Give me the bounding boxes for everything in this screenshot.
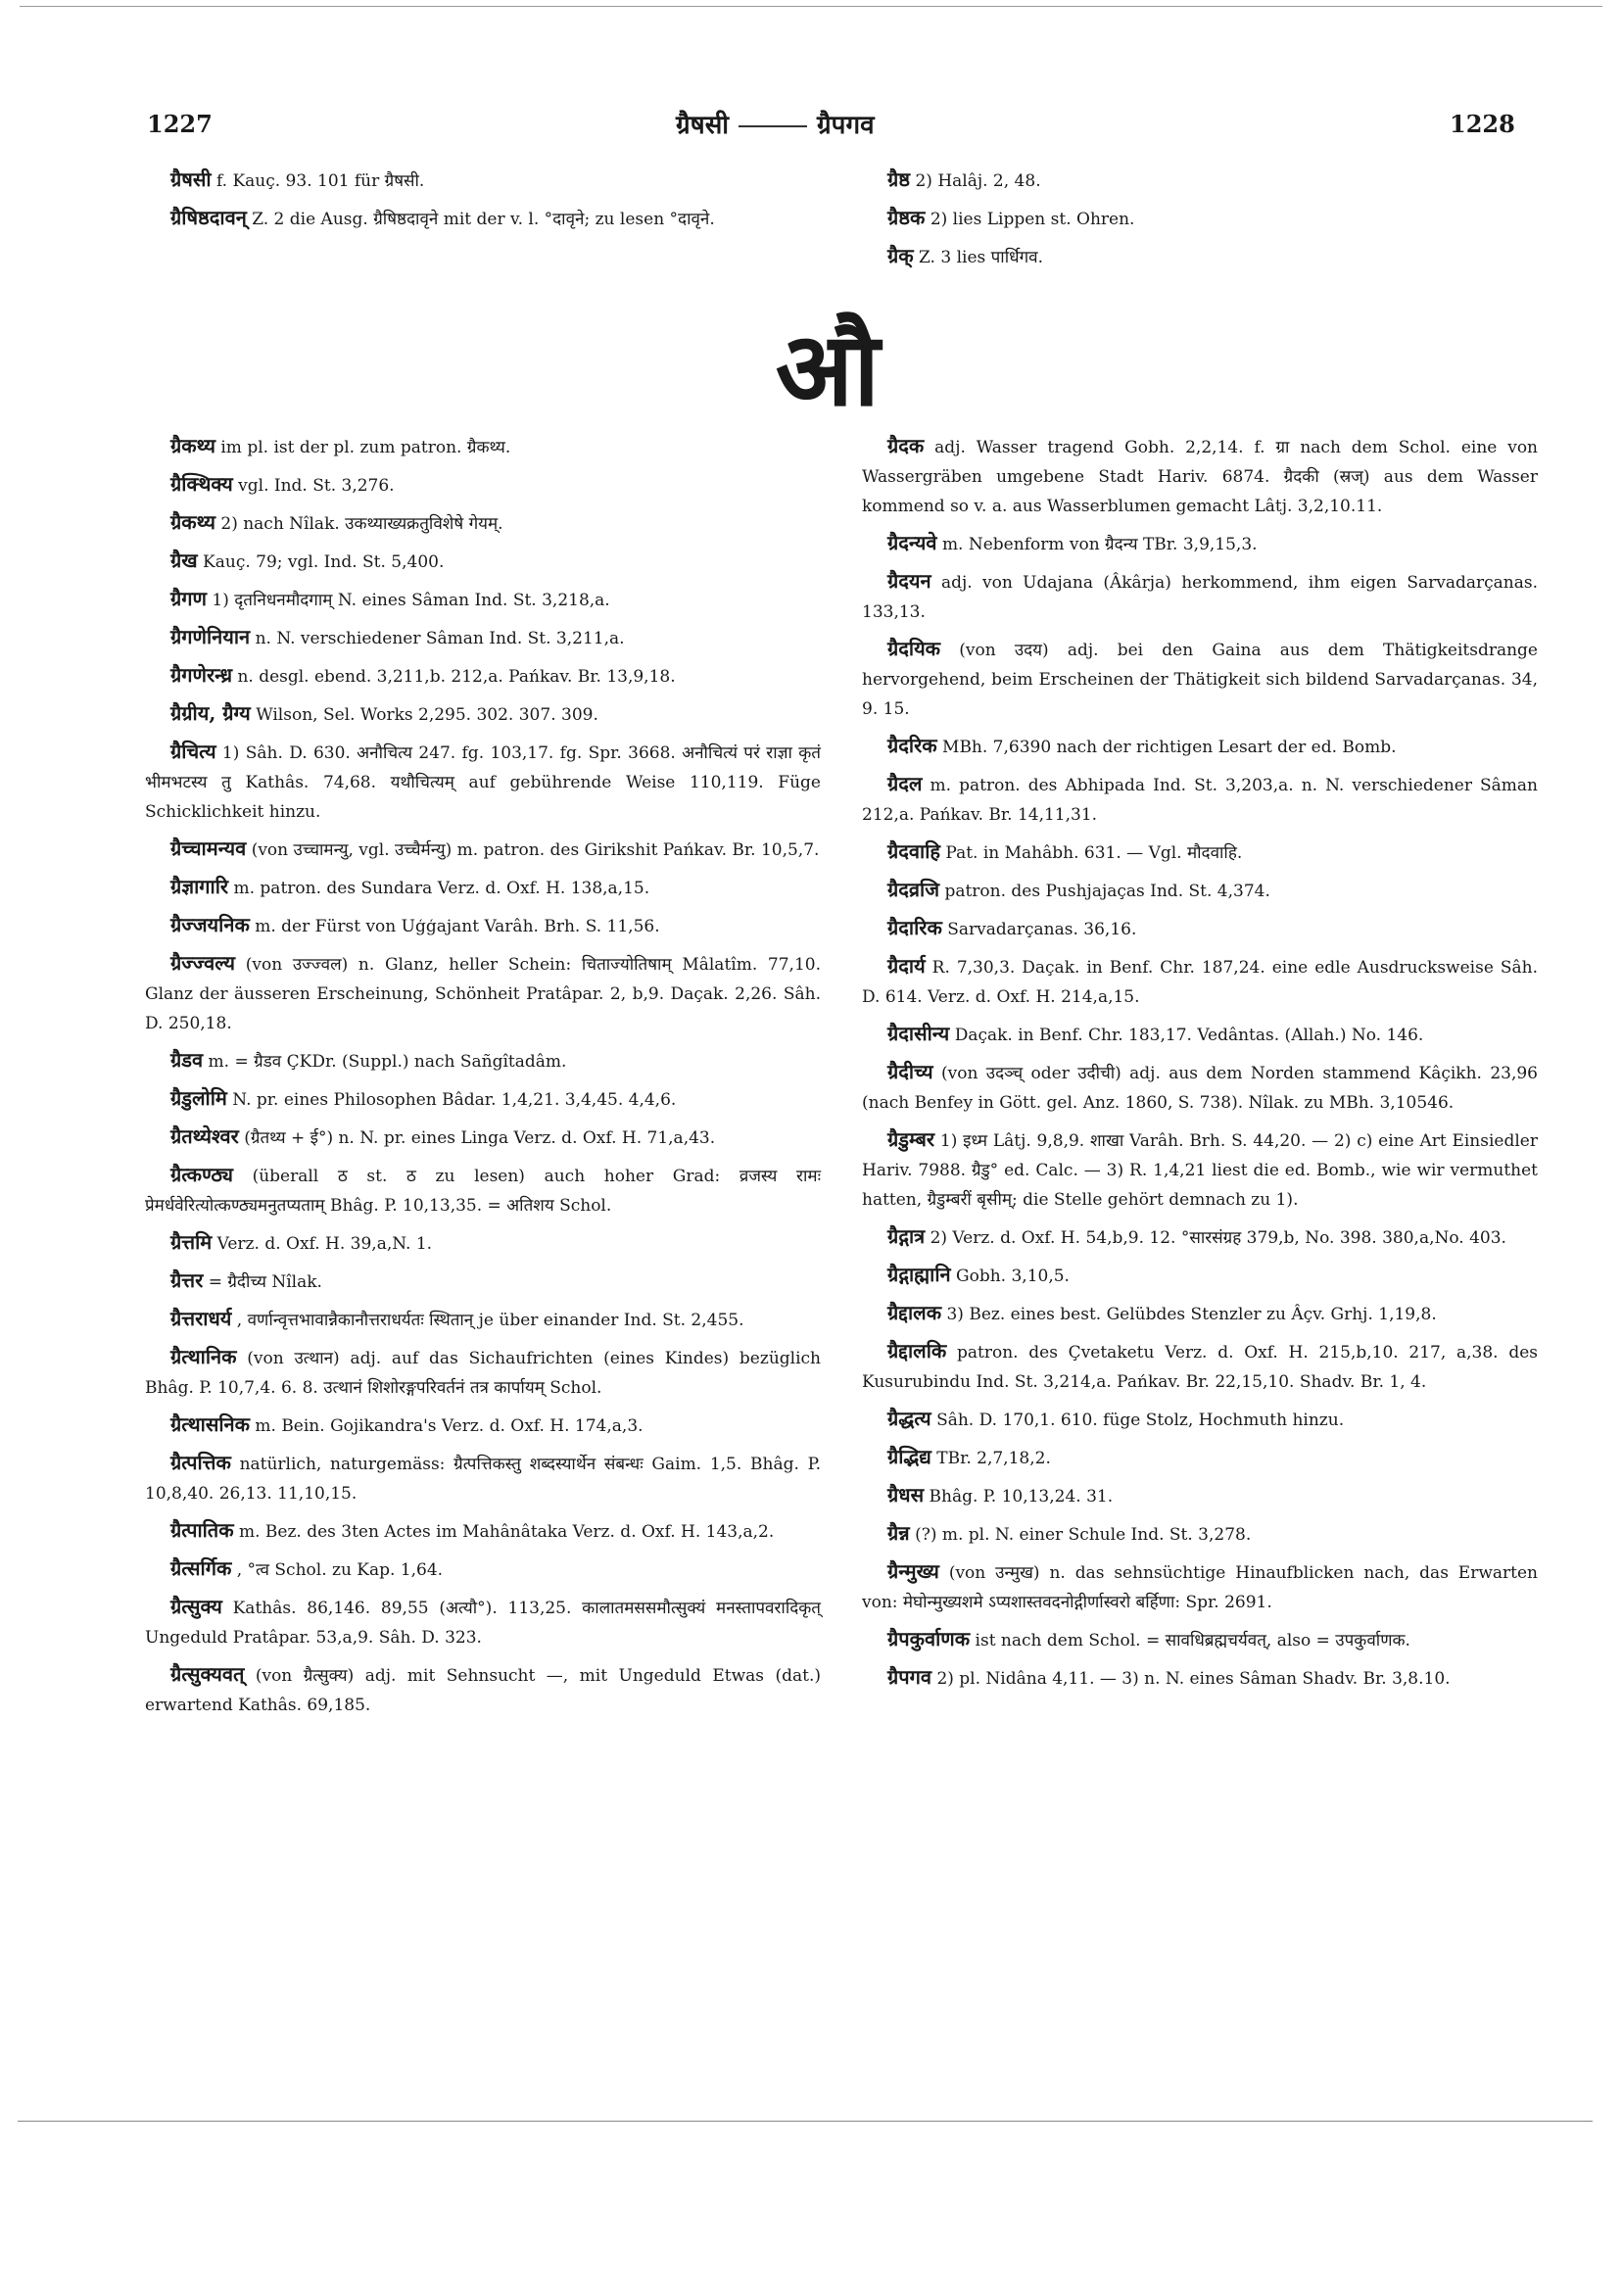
- entry-headword: ग्रैचित्य: [170, 740, 216, 763]
- entry-text: m. Bein. Gojikandra's Verz. d. Oxf. H. 174,a,3.: [255, 1416, 644, 1436]
- dictionary-entry: [862, 1298, 1538, 1329]
- entry-text: 1) दृतनिधनमौदगाम् N. eines Sâman Ind. St. 3,218,a.: [212, 591, 610, 610]
- entry-text: Bhâg. P. 10,13,24. 31.: [929, 1487, 1114, 1507]
- entry-headword: ग्रैकथ्य: [170, 434, 215, 457]
- entry-headword: ग्रैज्ज्वल्य: [170, 951, 236, 975]
- dictionary-entry: [145, 1448, 821, 1508]
- entry-text: m. patron. des Sundara Verz. d. Oxf. H. 138,a,15.: [233, 879, 650, 898]
- entry-text: TBr. 2,7,18,2.: [936, 1449, 1051, 1468]
- entry-headword: ग्रैदयन: [887, 569, 931, 593]
- entry-text: ist nach dem Schol. = सावधिब्रह्मचर्यवत्, also = उपकुर्वाणक.: [975, 1631, 1410, 1650]
- entry-headword: ग्रैदक: [887, 434, 925, 457]
- entry-headword: ग्रैक्थिक्य: [170, 472, 233, 496]
- entry-headword: ग्रैत्थासनिक: [170, 1412, 250, 1436]
- entry-text: n. desgl. ebend. 3,211,b. 212,a. Pańkav. Br. 13,9,18.: [237, 667, 676, 687]
- entry-headword: ग्रैगणेरन्ध्र: [170, 663, 233, 687]
- entry-headword: ग्रैडुलोमि: [170, 1086, 227, 1110]
- entry-text: (von उच्चामन्यु, vgl. उच्चैर्मन्यु) m. patron. des Girikshit Pańkav. Br. 10,5,7.: [251, 840, 820, 860]
- entry-headword: ग्रैष्ठ: [887, 167, 911, 191]
- entry-text: = ग्रैदीच्य Nîlak.: [208, 1272, 322, 1292]
- entry-headword: ग्रैत्सुक्यवत्: [170, 1662, 245, 1686]
- top-rule: [20, 6, 1602, 7]
- entry-text: Gobh. 3,10,5.: [956, 1267, 1070, 1286]
- entry-text: (von उदञ्च् oder उदीची) adj. aus dem Norden stammend Kâçikh. 23,96 (nach Benfey in Gött. gel. Anz. 1860, S. 738). Nîlak. zu MBh. 3,10546.: [862, 1064, 1538, 1113]
- entry-text: patron. des Pushjajaças Ind. St. 4,374.: [944, 882, 1270, 901]
- entry-headword: ग्रैज्ञागारि: [170, 875, 229, 898]
- entry-headword: ग्रैदयिक: [887, 637, 941, 660]
- dictionary-entry: [145, 431, 821, 462]
- entry-headword: ग्रैन्न: [887, 1521, 910, 1545]
- dictionary-entry: [145, 622, 821, 653]
- dictionary-entry: [862, 1124, 1538, 1215]
- entry-text: im pl. ist der pl. zum patron. ग्रैकथ्य.: [220, 438, 511, 457]
- entry-headword: ग्रैदासीन्य: [887, 1022, 950, 1045]
- dictionary-entry: [145, 1083, 821, 1115]
- dictionary-entry: [862, 951, 1538, 1012]
- dictionary-entry: [862, 1480, 1538, 1511]
- entry-headword: ग्रैद्भिद्य: [887, 1445, 931, 1468]
- entry-text: m. Nebenform von ग्रैदन्य TBr. 3,9,15,3.: [941, 535, 1258, 554]
- dictionary-entry: [145, 737, 821, 827]
- dictionary-entry: [145, 584, 821, 615]
- entry-headword: ग्रैगण: [170, 587, 207, 610]
- entry-text: 3) Bez. eines best. Gelübdes Stenzler zu Âçv. Grhj. 1,19,8.: [946, 1305, 1437, 1324]
- entry-text: R. 7,30,3. Daçak. in Benf. Chr. 187,24. eine edle Ausdrucksweise Sâh. D. 614. Verz. d. Oxf. H. 214,a,15.: [862, 958, 1538, 1007]
- dictionary-entry: [862, 566, 1538, 627]
- dictionary-entry: [862, 1624, 1538, 1655]
- dictionary-entry: [145, 834, 821, 865]
- entry-text: N. pr. eines Philosophen Bâdar. 1,4,21. 3,4,45. 4,4,6.: [232, 1090, 677, 1110]
- entry-text: Kathâs. 86,146. 89,55 (अत्यौ°). 113,25. कालातमससमौत्सुक्यं मनस्तापवरादिकृत् Ungeduld Pratâpar. 53,a,9. Sâh. D. 323.: [145, 1599, 821, 1648]
- entry-text: f. Kauç. 93. 101 für ग्रैषसी.: [215, 171, 425, 191]
- entry-text: (?) m. pl. N. einer Schule Ind. St. 3,278.: [915, 1525, 1252, 1545]
- dictionary-entry: [145, 698, 821, 730]
- entry-text: natürlich, naturgemäss: ग्रैत्पत्तिकस्तु शब्दस्यार्थेन संबन्धः Gaim. 1,5. Bhâg. P. 10,8,40. 26,13. 11,10,15.: [145, 1455, 822, 1504]
- dictionary-entry: [145, 1410, 821, 1441]
- dictionary-entry: [862, 875, 1538, 906]
- dictionary-entry: [862, 837, 1538, 868]
- entry-headword: ग्रैद्गात्र: [887, 1224, 926, 1248]
- entry-text: m. = ग्रैडव ÇKDr. (Suppl.) nach Sañgîtadâm.: [208, 1052, 567, 1072]
- entry-text: 2) pl. Nidâna 4,11. — 3) n. N. eines Sâman Shadv. Br. 3,8.10.: [936, 1669, 1451, 1689]
- dictionary-entry: [145, 910, 821, 941]
- entry-headword: ग्रैत्सर्गिक: [170, 1556, 232, 1580]
- page-number-left: 1227: [147, 110, 213, 138]
- entry-text: vgl. Ind. St. 3,276.: [238, 476, 395, 496]
- dictionary-entry: [862, 431, 1538, 521]
- dictionary-entry: [862, 241, 1352, 272]
- dictionary-entry: [145, 1266, 821, 1297]
- bottom-rule: [18, 2121, 1593, 2122]
- entry-headword: ग्रैष्ठक: [887, 206, 926, 229]
- entry-headword: ग्रैषसी: [170, 167, 212, 191]
- dictionary-entry: [145, 1554, 821, 1585]
- top-left-column: [145, 165, 811, 241]
- entry-headword: ग्रैत्तराधर्य: [170, 1307, 232, 1330]
- entry-headword: ग्रैग्रीय, ग्रैग्य: [170, 701, 251, 725]
- entry-headword: ग्रैडव: [170, 1048, 204, 1072]
- entry-text: , वर्णान्वृत्तभावान्नैकानौत्तराधर्यतः स्थितान् je über einander Ind. St. 2,455.: [236, 1311, 744, 1330]
- dictionary-entry: [145, 1342, 821, 1403]
- entry-text: (von उज्ज्वल) n. Glanz, heller Schein: चिताज्योतिषाम् Mâlatîm. 77,10. Glanz der äusseren Erscheinung, Schönheit Pratâpar. 2, b,9. Daçak. 2,26. Sâh. D. 250,18.: [145, 955, 821, 1033]
- running-head-dash: [739, 125, 807, 127]
- entry-text: 2) Halâj. 2, 48.: [915, 171, 1041, 191]
- entry-headword: ग्रैद्दालक: [887, 1301, 942, 1324]
- entry-text: Wilson, Sel. Works 2,295. 302. 307. 309.: [256, 705, 598, 725]
- dictionary-entry: [145, 660, 821, 692]
- entry-headword: ग्रैत्थानिक: [170, 1345, 237, 1368]
- dictionary-entry: [145, 1160, 821, 1220]
- entry-text: Verz. d. Oxf. H. 39,a,N. 1.: [216, 1234, 433, 1254]
- dictionary-entry: [145, 1227, 821, 1259]
- dictionary-entry: [145, 165, 811, 196]
- left-column: [145, 431, 821, 1727]
- dictionary-entry: [145, 1592, 821, 1652]
- entry-headword: ग्रैदवाहि: [887, 839, 940, 863]
- dictionary-entry: [862, 1442, 1538, 1473]
- entry-headword: ग्रैगणेनियान: [170, 625, 251, 648]
- entry-headword: ग्रैत्तमि: [170, 1230, 213, 1254]
- entry-text: 1) इध्म Lâtj. 9,8,9. शाखा Varâh. Brh. S. 44,20. — 2) c) eine Art Einsiedler Hariv. 7988. ग्रैडु° ed. Calc. — 3) R. 1,4,21 liest die ed. Bomb., wie wir vermuthet hatten, ग्रैडुम्बरीं बृसीम्; die Stelle gehört demnach zu 1).: [862, 1131, 1538, 1210]
- dictionary-entry: [145, 469, 821, 501]
- entry-headword: ग्रैधस: [887, 1483, 925, 1507]
- dictionary-entry: [862, 1221, 1538, 1253]
- page-number-right: 1228: [1450, 110, 1515, 138]
- entry-text: , °त्व Schol. zu Kap. 1,64.: [236, 1560, 444, 1580]
- dictionary-entry: [862, 769, 1538, 830]
- entry-text: MBh. 7,6390 nach der richtigen Lesart der ed. Bomb.: [942, 738, 1397, 757]
- running-head: [676, 106, 875, 141]
- entry-headword: ग्रैदव्रजि: [887, 878, 940, 901]
- dictionary-entry: [862, 1556, 1538, 1617]
- entry-headword: ग्रैत्तर: [170, 1268, 204, 1292]
- entry-headword: ग्रैदार्य: [887, 954, 926, 978]
- entry-text: 2) lies Lippen st. Ohren.: [930, 210, 1135, 229]
- entry-headword: ग्रैन्मुख्य: [887, 1559, 939, 1583]
- dictionary-entry: [862, 634, 1538, 724]
- dictionary-entry: [862, 1518, 1538, 1550]
- entry-text: adj. Wasser tragend Gobh. 2,2,14. f. ग्रा nach dem Schol. eine von Wassergräben umgebene Stadt Hariv. 6874. ग्रैदकी (स्रज्) aus dem Wasser kommend so v. a. aus Wasserblumen gemacht Lâtj. 3,2,10.11.: [862, 438, 1539, 516]
- entry-text: Sarvadarçanas. 36,16.: [947, 920, 1137, 939]
- dictionary-entry: [145, 546, 821, 577]
- entry-headword: ग्रैदीच्य: [887, 1060, 933, 1083]
- entry-text: (von उत्थान) adj. auf das Sichaufrichten (eines Kindes) bezüglich Bhâg. P. 10,7,4. 6. 8. उत्थानं शिशोरङ्गपरिवर्तनं तत्र कार्पायम् Schol.: [145, 1349, 821, 1398]
- entry-headword: ग्रैषिष्ठदावन्: [170, 206, 247, 229]
- entry-text: (von उदय) adj. bei den Gaina aus dem Thätigkeitsdrange hervorgehend, beim Erscheinen der Thätigkeit sich bildend Sarvadarçanas. 34, 9. 15.: [862, 641, 1538, 719]
- dictionary-entry: [862, 528, 1538, 559]
- entry-text: (überall ठ st. ठ zu lesen) auch hoher Grad: व्रजस्य रामः प्रेमर्धवेरित्योत्कण्ठ्यमनुतप्यताम् Bhâg. P. 10,13,35. = अतिशय Schol.: [145, 1167, 822, 1216]
- entry-headword: ग्रैदन्यवे: [887, 531, 937, 554]
- entry-headword: ग्रैत्कण्ठ्य: [170, 1163, 233, 1186]
- entry-headword: ग्रैत्पत्तिक: [170, 1451, 231, 1474]
- top-right-column: [862, 165, 1352, 279]
- entry-headword: ग्रैतथ्येश्वर: [170, 1124, 239, 1148]
- entry-text: Kauç. 79; vgl. Ind. St. 5,400.: [203, 552, 445, 572]
- dictionary-entry: [862, 165, 1352, 196]
- running-head-right: ग्रैपगव: [817, 111, 875, 140]
- entry-text: m. Bez. des 3ten Actes im Mahânâtaka Verz. d. Oxf. H. 143,a,2.: [238, 1522, 775, 1542]
- dictionary-entry: [145, 507, 821, 539]
- entry-headword: ग्रैत्सुक्य: [170, 1595, 222, 1618]
- entry-headword: ग्रैक्: [887, 244, 914, 267]
- dictionary-entry: [145, 872, 821, 903]
- entry-headword: ग्रैपकुर्वाणक: [887, 1627, 971, 1650]
- entry-headword: ग्रैदल: [887, 772, 923, 795]
- entry-headword: ग्रैख: [170, 549, 198, 572]
- entry-text: Sâh. D. 170,1. 610. füge Stolz, Hochmuth hinzu.: [936, 1411, 1345, 1430]
- entry-text: m. patron. des Abhipada Ind. St. 3,203,a. n. N. verschiedener Sâman 212,a. Pańkav. Br. 14,11,31.: [862, 776, 1538, 825]
- dictionary-entry: [862, 731, 1538, 762]
- dictionary-entry: [145, 203, 811, 234]
- dictionary-entry: [862, 203, 1352, 234]
- entry-text: adj. von Udajana (Âkârja) herkommend, ihm eigen Sarvadarçanas. 133,13.: [862, 573, 1538, 622]
- dictionary-entry: [862, 1260, 1538, 1291]
- entry-headword: ग्रैदारिक: [887, 916, 942, 939]
- right-column: [862, 431, 1538, 1700]
- entry-text: (von ग्रैत्सुक्य) adj. mit Sehnsucht —, mit Ungeduld Etwas (dat.) erwartend Kathâs. 69,185.: [145, 1666, 822, 1715]
- entry-text: 1) Sâh. D. 630. अनौचित्य 247. fg. 103,17. fg. Spr. 3668. अनौचित्यं परं राज्ञा कृतं भीमभटस्य तु Kathâs. 74,68. यथौचित्यम् auf gebührende Weise 110,119. Füge Schicklichkeit hinzu.: [145, 743, 821, 822]
- entry-text: patron. des Çvetaketu Verz. d. Oxf. H. 215,b,10. 217, a,38. des Kusurubindu Ind. St. 3,214,a. Pańkav. Br. 22,15,10. Shadv. Br. 1, 4.: [862, 1343, 1538, 1392]
- dictionary-entry: [145, 1122, 821, 1153]
- dictionary-entry: [145, 1045, 821, 1076]
- entry-text: 2) Verz. d. Oxf. H. 54,b,9. 12. °सारसंग्रह 379,b, No. 398. 380,a,No. 403.: [930, 1228, 1506, 1248]
- entry-text: Z. 2 die Ausg. ग्रैषिष्ठदावृने mit der v. l. °दावृने; zu lesen °दावृने.: [252, 210, 715, 229]
- section-letter: औ: [775, 309, 881, 429]
- dictionary-entry: [145, 1515, 821, 1547]
- entry-headword: ग्रैज्जयनिक: [170, 913, 250, 936]
- entry-headword: ग्रैत्पातिक: [170, 1518, 234, 1542]
- dictionary-entry: [862, 913, 1538, 944]
- dictionary-entry: [862, 1336, 1538, 1397]
- entry-text: Pat. in Mahâbh. 631. — Vgl. मौदवाहि.: [945, 843, 1243, 863]
- running-head-left: ग्रैषसी: [676, 111, 730, 140]
- entry-headword: ग्रैद्दालकि: [887, 1339, 947, 1363]
- entry-headword: ग्रैद्गाह्मानि: [887, 1263, 951, 1286]
- dictionary-entry: [145, 948, 821, 1038]
- entry-text: Daçak. in Benf. Chr. 183,17. Vedântas. (Allah.) No. 146.: [954, 1026, 1424, 1045]
- dictionary-entry: [862, 1019, 1538, 1050]
- entry-headword: ग्रैच्चामन्यव: [170, 837, 247, 860]
- entry-headword: ग्रैदरिक: [887, 734, 937, 757]
- entry-text: m. der Fürst von Uģģajant Varâh. Brh. S. 11,56.: [255, 917, 660, 936]
- entry-headword: ग्रैद्धत्य: [887, 1407, 931, 1430]
- entry-headword: ग्रैपगव: [887, 1665, 932, 1689]
- entry-headword: ग्रैडुम्बर: [887, 1127, 935, 1151]
- dictionary-entry: [145, 1304, 821, 1335]
- entry-text: 2) nach Nîlak. उकथ्याख्यक्रतुविशेषे गेयम्.: [220, 514, 503, 534]
- entry-text: (ग्रैतथ्य + ई°) n. N. pr. eines Linga Verz. d. Oxf. H. 71,a,43.: [244, 1128, 716, 1148]
- entry-headword: ग्रैकथ्य: [170, 510, 215, 534]
- entry-text: (von उन्मुख) n. das sehnsüchtige Hinaufblicken nach, das Erwarten von: मेघोन्मुख्यशमे ऽप्यशास्तवदनोद्गीर्णास्वरो बर्हिणा: Spr. 2691.: [862, 1563, 1539, 1612]
- dictionary-entry: [862, 1057, 1538, 1118]
- entry-text: Z. 3 lies पार्धिगव.: [919, 248, 1043, 267]
- dictionary-entry: [862, 1662, 1538, 1694]
- entry-text: n. N. verschiedener Sâman Ind. St. 3,211,a.: [255, 629, 625, 648]
- dictionary-entry: [862, 1404, 1538, 1435]
- dictionary-entry: [145, 1659, 821, 1720]
